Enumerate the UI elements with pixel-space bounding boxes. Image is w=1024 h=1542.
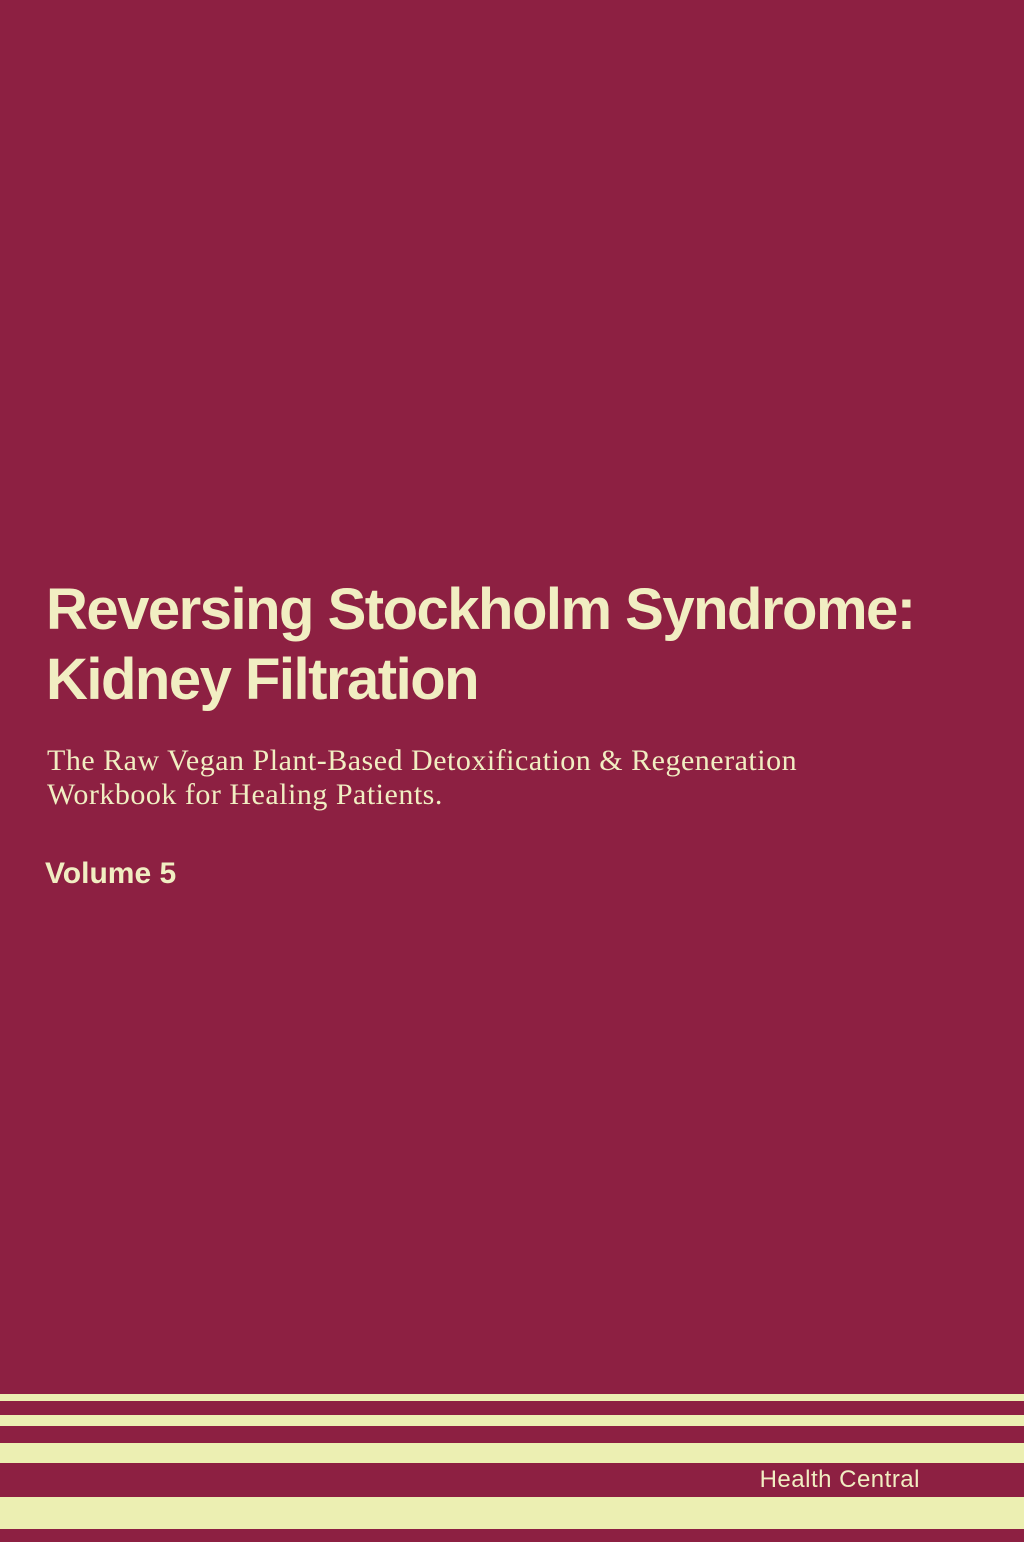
publisher-name: Health Central <box>759 1466 920 1493</box>
book-subtitle-line2: Workbook for Healing Patients. <box>47 778 443 811</box>
book-title-line1: Reversing Stockholm Syndrome: <box>46 577 915 642</box>
footer-stripe-1 <box>0 1394 1024 1401</box>
book-subtitle-line1: The Raw Vegan Plant-Based Detoxification & Regeneration <box>47 744 798 777</box>
book-title-line2: Kidney Filtration <box>46 647 479 712</box>
publisher-band <box>0 1463 1024 1497</box>
footer-stripe-4 <box>0 1497 1024 1529</box>
footer-stripe-3 <box>0 1443 1024 1463</box>
volume-label: Volume 5 <box>45 857 177 890</box>
footer-stripe-2 <box>0 1415 1024 1426</box>
book-subtitle <box>47 744 797 812</box>
book-title <box>46 575 915 715</box>
